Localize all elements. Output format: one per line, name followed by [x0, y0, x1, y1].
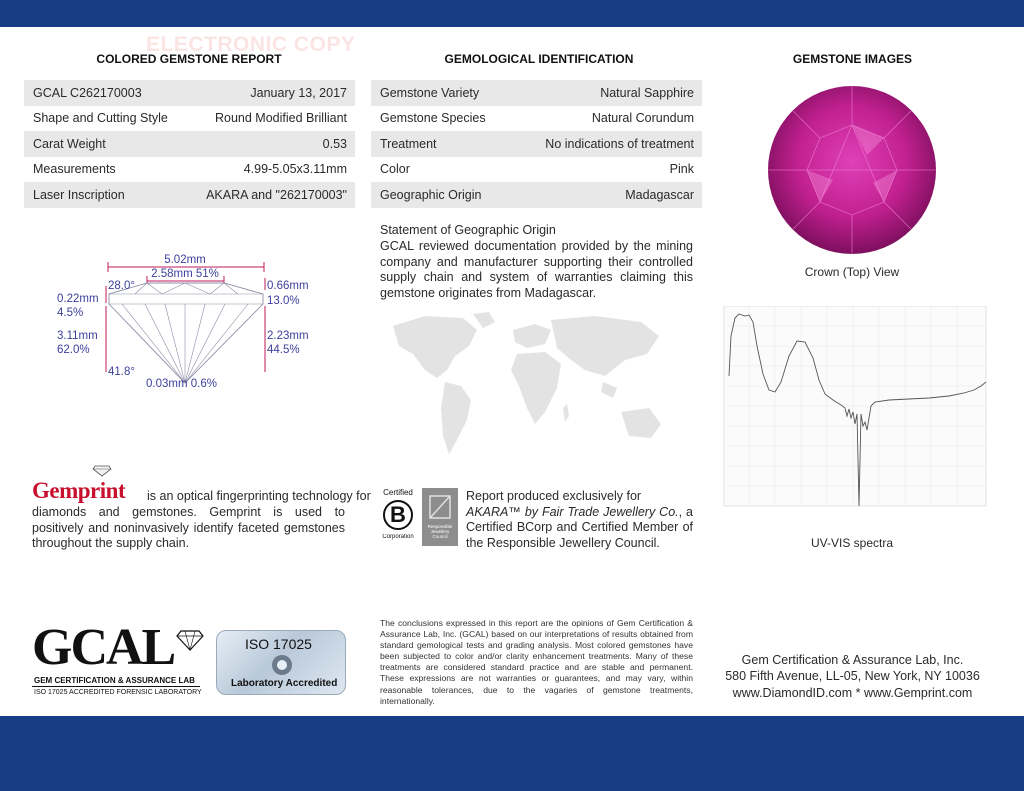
- gemprint-text: diamonds and gemstones. Gemprint is used to positively and noninvasively identify faceted gemstones throughout the supply chain.: [32, 505, 345, 551]
- row-label: Color: [380, 162, 410, 177]
- table-row: [24, 80, 355, 106]
- row-value: January 13, 2017: [250, 85, 347, 100]
- culet-label: 0.03mm 0.6%: [146, 378, 217, 390]
- table-row: [371, 80, 702, 106]
- table-row: [371, 182, 702, 208]
- iso-badge: [216, 630, 346, 695]
- accreditation-emblem-icon: [269, 653, 295, 677]
- bcorp-logo: Certified B Corporation: [382, 488, 414, 540]
- gcal-diamond-icon: [176, 628, 204, 652]
- diameter-label: 5.02mm: [164, 254, 206, 266]
- total-depth-pct-label: 62.0%: [57, 344, 90, 356]
- lab-address: [725, 652, 980, 701]
- table-row: [371, 157, 702, 183]
- lab-name: Gem Certification & Assurance Lab, Inc.: [741, 653, 964, 667]
- row-label: Carat Weight: [33, 136, 106, 151]
- rjc-logo: Responsible Jewellery Council: [422, 488, 458, 546]
- girdle-label: 0.22mm: [57, 293, 99, 305]
- top-band: [0, 0, 1024, 27]
- gemprint-text-first: is an optical fingerprinting technology for: [147, 489, 371, 503]
- row-label: Gemstone Variety: [380, 85, 480, 100]
- gcal-accreditation: ISO 17025 ACCREDITED FORENSIC LABORATORY: [34, 689, 202, 696]
- spectra-caption: UV-VIS spectra: [810, 536, 894, 550]
- gemprint-logo: Gemprint: [32, 478, 126, 503]
- report-title: COLORED GEMSTONE REPORT: [96, 52, 282, 66]
- disclaimer: The conclusions expressed in this report are the opinions of Gem Certification & Assurance Lab, Inc. (GCAL) based on our interpretations of results obtained from standard gemological tests and grading analysis. Most colored gemstones have been subjected to color and/or clarity enhancement treatments. Many of these treatments are considered standard practice and are stable and permanent. These expressions are not warranties or guarantees, and may vary, within reasonable tolerances, due to the vagaries of gemstone treatments, internationally.: [380, 618, 693, 706]
- row-value: 4.99-5.05x3.11mm: [243, 162, 347, 177]
- crown-height-label: 0.66mm: [267, 280, 309, 292]
- bottom-band: [0, 716, 1024, 791]
- row-value: Natural Sapphire: [600, 85, 694, 100]
- pavilion-depth-label: 2.23mm: [267, 330, 309, 342]
- identification-title: GEMOLOGICAL IDENTIFICATION: [444, 52, 634, 66]
- table-row: [24, 157, 355, 183]
- iso-title: ISO 17025: [245, 636, 312, 652]
- row-value: Pink: [669, 162, 694, 177]
- origin-statement-title: Statement of Geographic Origin: [380, 223, 556, 237]
- row-label: GCAL C262170003: [33, 85, 142, 100]
- row-value: Natural Corundum: [591, 111, 694, 126]
- table-row: [371, 106, 702, 132]
- row-label: Geographic Origin: [380, 187, 482, 202]
- origin-statement: GCAL reviewed documentation provided by the mining company and manufacturer supporting their controlled supply chain and system of warranties claiming this gemstone originates from Madagascar.: [380, 239, 693, 300]
- gemprint-diamond-icon: [92, 463, 112, 477]
- row-value: No indications of treatment: [545, 136, 694, 151]
- row-value: 0.53: [322, 136, 347, 151]
- certification-text: Report produced exclusively for AKARA™ by Fair Trade Jewellery Co., a Certified BCorp and Certified Member of the Responsible Jewellery Council.: [466, 489, 693, 550]
- table-row: [24, 131, 355, 157]
- row-label: Measurements: [33, 162, 116, 177]
- divider: [32, 686, 200, 687]
- total-depth-label: 3.11mm: [57, 330, 98, 342]
- row-label: Gemstone Species: [380, 111, 486, 126]
- lab-street: 580 Fifth Avenue, LL-05, New York, NY 10036: [725, 669, 980, 684]
- row-value: Round Modified Brilliant: [214, 111, 347, 126]
- watermark: ELECTRONIC COPY: [146, 33, 356, 56]
- row-value: Madagascar: [625, 187, 694, 202]
- crown-height-pct-label: 13.0%: [267, 295, 300, 307]
- table-row: [24, 182, 355, 208]
- girdle-pct-label: 4.5%: [57, 307, 84, 319]
- report-table: [24, 80, 355, 208]
- row-label: Treatment: [380, 136, 437, 151]
- uvvis-spectra-chart: [719, 306, 989, 518]
- table-row: [24, 106, 355, 132]
- table-label: 2.58mm 51%: [151, 268, 219, 280]
- gemstone-crown-image: [767, 85, 937, 255]
- row-label: Shape and Cutting Style: [33, 111, 168, 126]
- gcal-logo: GCAL: [32, 619, 175, 676]
- iso-subtitle: Laboratory Accredited: [231, 678, 338, 689]
- world-map: [385, 308, 675, 468]
- identification-table: [371, 80, 702, 208]
- proportion-diagram: [50, 248, 330, 396]
- images-title: GEMSTONE IMAGES: [792, 52, 913, 66]
- rjc-emblem-icon: [428, 494, 452, 520]
- gcal-subtitle: GEM CERTIFICATION & ASSURANCE LAB: [34, 676, 195, 685]
- table-row: [371, 131, 702, 157]
- pavilion-depth-pct-label: 44.5%: [267, 344, 300, 356]
- lab-web: www.DiamondID.com * www.Gemprint.com: [732, 685, 973, 700]
- row-label: Laser Inscription: [33, 187, 125, 202]
- crown-caption: Crown (Top) View: [804, 265, 900, 279]
- row-value: AKARA and "262170003": [206, 187, 347, 202]
- crown-angle-label: 28.0°: [108, 280, 135, 292]
- pavilion-angle-label: 41.8°: [108, 366, 135, 378]
